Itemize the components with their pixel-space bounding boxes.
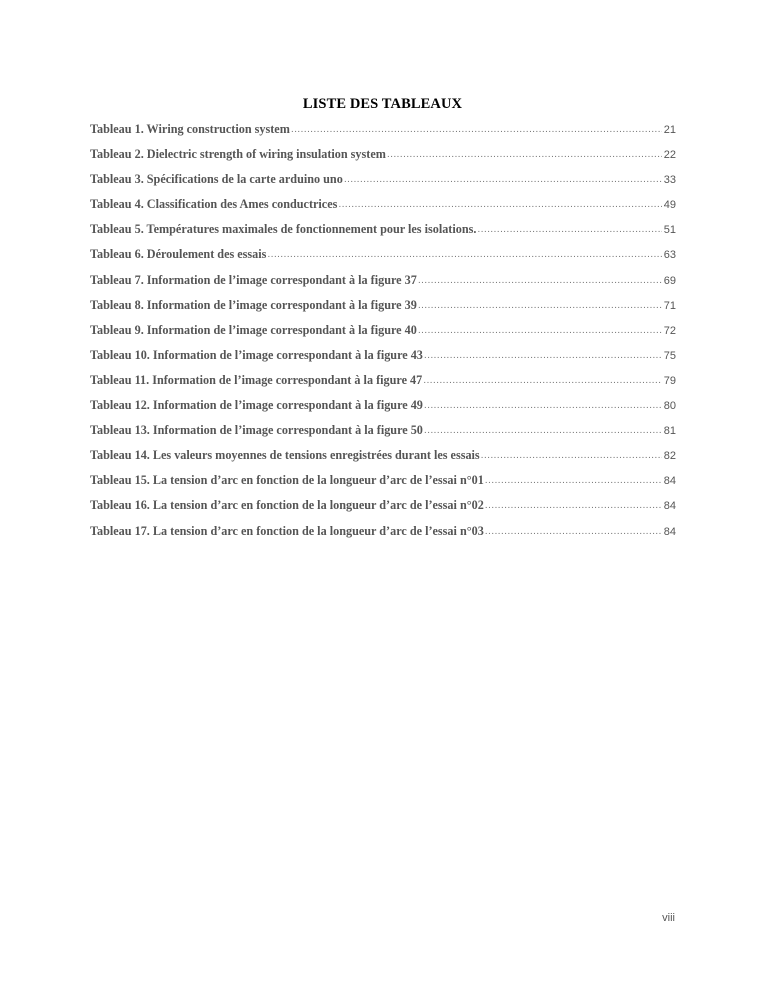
dot-leader <box>481 449 662 461</box>
toc-entry[interactable] <box>90 473 676 498</box>
toc-entry-label: Tableau 17. La tension d’arc en fonction de la longueur d’arc de l’essai n°03 <box>90 523 484 538</box>
toc-entry-label: Tableau 16. La tension d’arc en fonction de la longueur d’arc de l’essai n°02 <box>90 498 484 513</box>
toc-entry-label: Tableau 3. Spécifications de la carte arduino uno <box>90 172 343 187</box>
toc-entry-page: 81 <box>663 425 676 438</box>
toc-entry[interactable] <box>90 423 676 448</box>
toc-entry-page: 49 <box>663 199 676 212</box>
toc-entry-label: Tableau 6. Déroulement des essais <box>90 247 267 262</box>
dot-leader <box>338 198 661 210</box>
dot-leader <box>424 424 662 436</box>
toc-entry[interactable] <box>90 498 676 523</box>
toc-entry-label: Tableau 10. Information de l’image correspondant à la figure 43 <box>90 347 423 362</box>
dot-leader <box>423 374 662 386</box>
dot-leader <box>387 148 662 160</box>
toc-entry-label: Tableau 5. Températures maximales de fonctionnement pour les isolations. <box>90 222 477 237</box>
toc-entry-label: Tableau 15. La tension d’arc en fonction de la longueur d’arc de l’essai n°01 <box>90 473 484 488</box>
toc-entry[interactable] <box>90 298 676 323</box>
toc-entry-page: 84 <box>663 475 676 488</box>
dot-leader <box>291 123 662 135</box>
toc-entry[interactable] <box>90 222 676 247</box>
dot-leader <box>418 324 662 336</box>
table-list <box>90 122 676 549</box>
page-title: LISTE DES TABLEAUX <box>302 96 463 112</box>
toc-entry-page: 84 <box>663 525 676 538</box>
toc-entry[interactable] <box>90 524 676 549</box>
toc-entry[interactable] <box>90 172 676 197</box>
toc-entry-page: 72 <box>663 324 676 337</box>
toc-entry[interactable] <box>90 147 676 172</box>
toc-entry-page: 21 <box>663 124 676 136</box>
toc-entry-page: 75 <box>663 349 676 362</box>
toc-entry-page: 79 <box>663 374 676 387</box>
page-number: viii <box>662 912 675 924</box>
toc-entry-label: Tableau 8. Information de l’image correspondant à la figure 39 <box>90 297 417 312</box>
dot-leader <box>485 525 662 537</box>
toc-entry-page: 33 <box>663 174 676 187</box>
toc-entry-label: Tableau 11. Information de l’image correspondant à la figure 47 <box>90 372 423 387</box>
dot-leader <box>485 474 662 486</box>
toc-entry[interactable] <box>90 348 676 373</box>
toc-entry-page: 63 <box>663 249 676 262</box>
toc-entry-label: Tableau 4. Classification des Ames conductrices <box>90 197 338 212</box>
toc-entry-label: Tableau 13. Information de l’image correspondant à la figure 50 <box>90 423 423 438</box>
toc-entry-page: 51 <box>663 224 676 237</box>
toc-entry-page: 22 <box>663 149 676 162</box>
toc-entry-page: 71 <box>663 299 676 312</box>
toc-entry[interactable] <box>90 197 676 222</box>
dot-leader <box>267 248 661 260</box>
dot-leader <box>477 223 661 235</box>
toc-entry[interactable] <box>90 273 676 298</box>
toc-entry-label: Tableau 1. Wiring construction system <box>90 122 290 136</box>
dot-leader <box>424 399 662 411</box>
toc-entry-label: Tableau 9. Information de l’image correspondant à la figure 40 <box>90 322 417 337</box>
dot-leader <box>418 274 662 286</box>
dot-leader <box>424 349 662 361</box>
toc-entry-label: Tableau 14. Les valeurs moyennes de tensions enregistrées durant les essais <box>90 448 480 463</box>
toc-entry[interactable] <box>90 323 676 348</box>
toc-entry-page: 69 <box>663 274 676 287</box>
toc-entry-label: Tableau 12. Information de l’image correspondant à la figure 49 <box>90 398 423 413</box>
toc-entry[interactable] <box>90 398 676 423</box>
dot-leader <box>344 173 662 185</box>
toc-entry-page: 80 <box>663 400 676 413</box>
toc-entry[interactable] <box>90 448 676 473</box>
dot-leader <box>418 299 662 311</box>
toc-entry-label: Tableau 7. Information de l’image correspondant à la figure 37 <box>90 272 417 287</box>
toc-entry-page: 82 <box>663 450 676 463</box>
toc-entry[interactable] <box>90 247 676 272</box>
toc-entry-label: Tableau 2. Dielectric strength of wiring insulation system <box>90 147 386 162</box>
toc-entry[interactable] <box>90 373 676 398</box>
dot-leader <box>485 499 662 511</box>
toc-entry-page: 84 <box>663 500 676 513</box>
toc-entry[interactable] <box>90 122 676 147</box>
